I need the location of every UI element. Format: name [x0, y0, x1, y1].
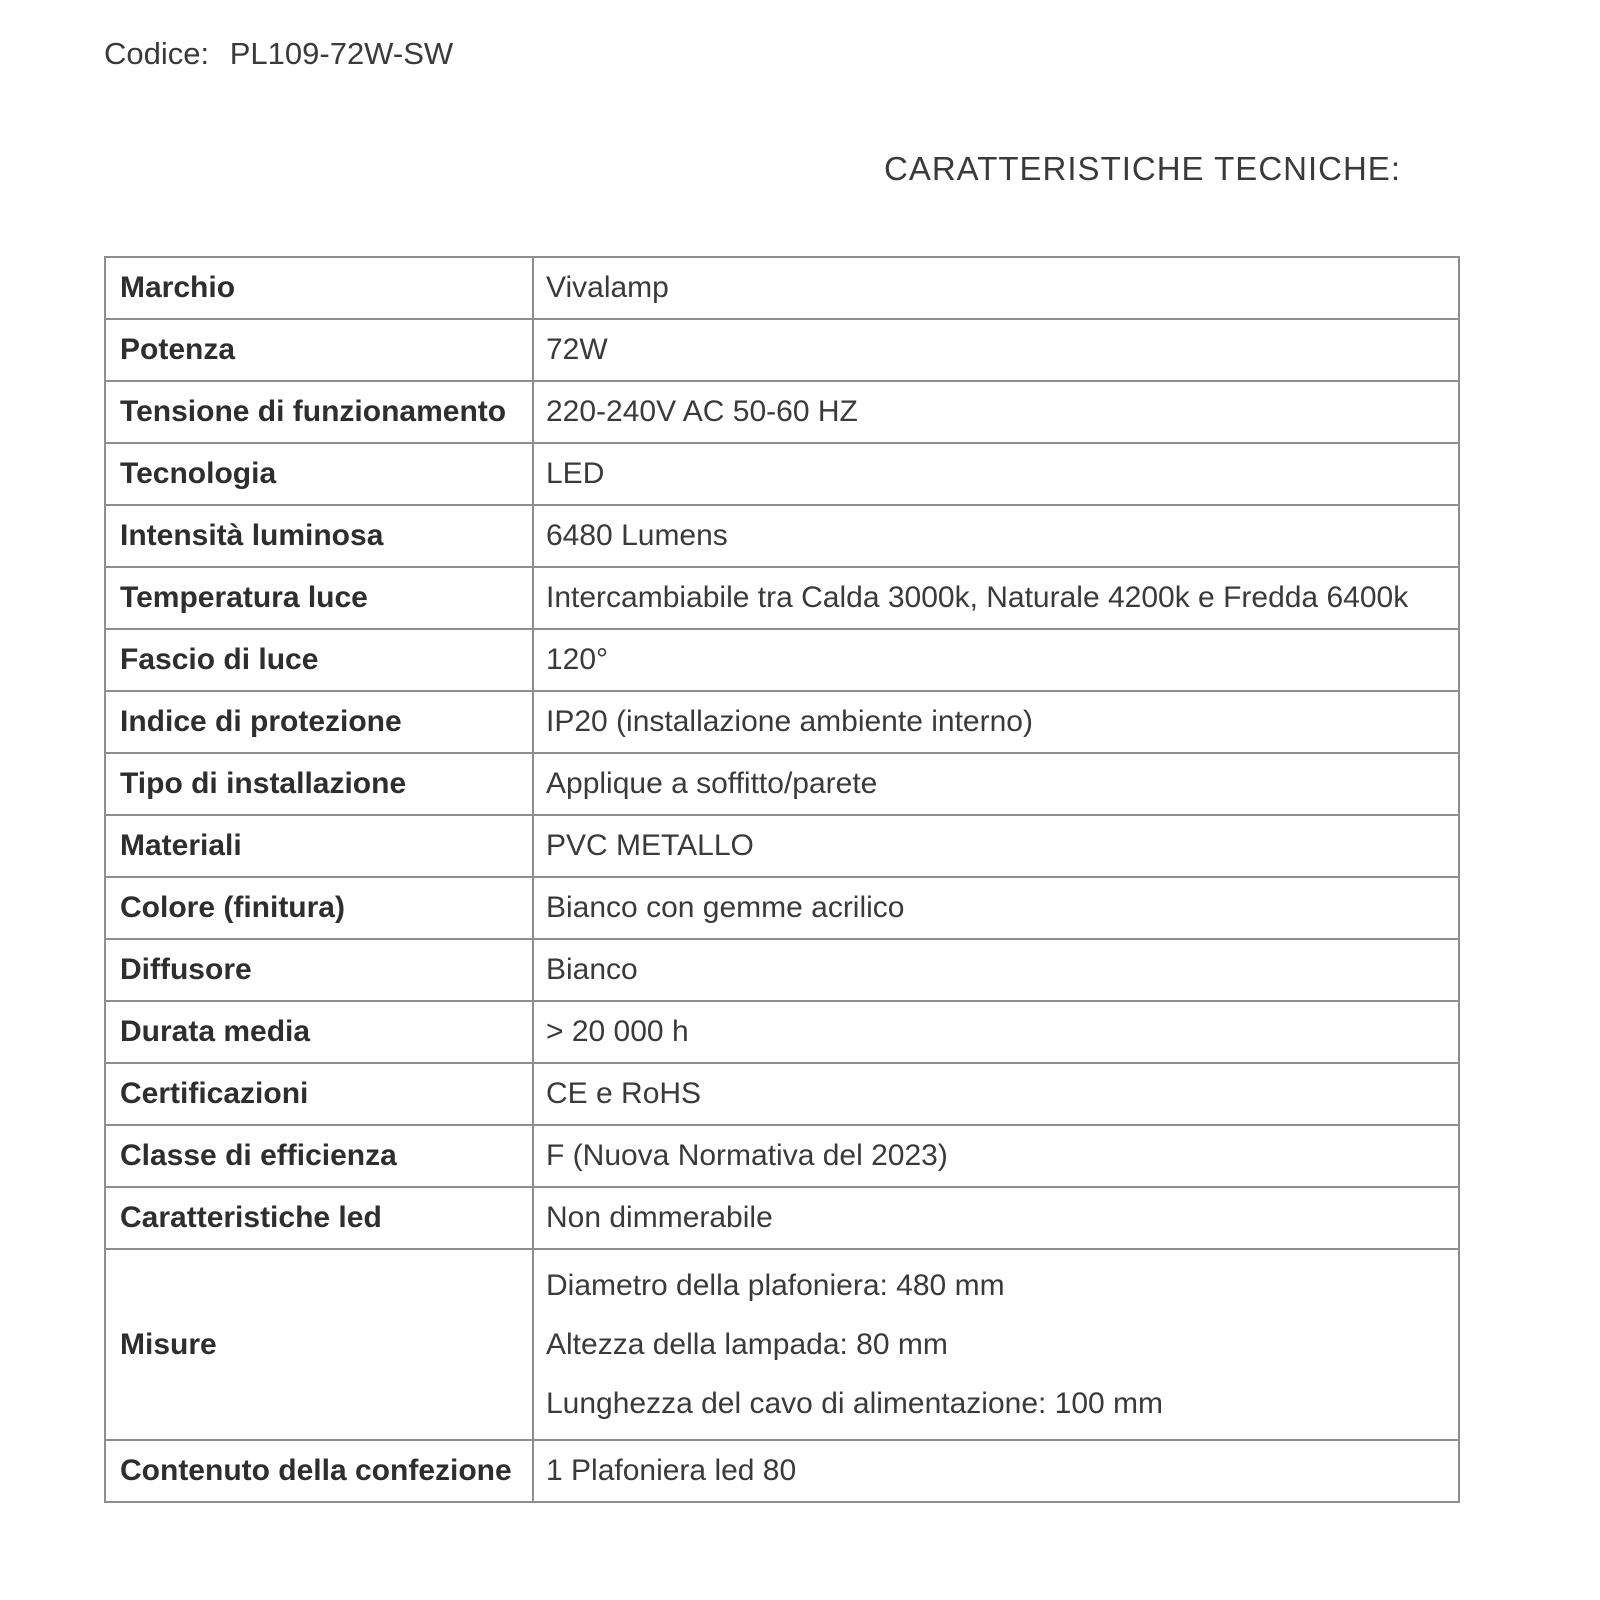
spec-value: Intercambiabile tra Calda 3000k, Naturale 4200k e Fredda 6400k	[533, 567, 1459, 629]
spec-value: LED	[533, 443, 1459, 505]
spec-label: Diffusore	[105, 939, 533, 1001]
spec-label: Tipo di installazione	[105, 753, 533, 815]
table-row	[105, 381, 1459, 443]
spec-label: Tensione di funzionamento	[105, 381, 533, 443]
spec-label: Classe di efficienza	[105, 1125, 533, 1187]
spec-label: Indice di protezione	[105, 691, 533, 753]
section-title: CARATTERISTICHE TECNICHE:	[884, 150, 1401, 187]
misure-height: Altezza della lampada: 80 mm	[546, 1328, 948, 1361]
misure-label: Misure	[105, 1249, 533, 1440]
table-row	[105, 443, 1459, 505]
table-row	[105, 815, 1459, 877]
contenuto-label: Contenuto della confezione	[105, 1440, 533, 1502]
spec-value: Bianco	[533, 939, 1459, 1001]
table-row	[105, 1063, 1459, 1125]
spec-label: Fascio di luce	[105, 629, 533, 691]
spec-label: Materiali	[105, 815, 533, 877]
spec-label: Caratteristiche led	[105, 1187, 533, 1249]
spec-label: Temperatura luce	[105, 567, 533, 629]
spec-value: Applique a soffitto/parete	[533, 753, 1459, 815]
product-code-value: PL109-72W-SW	[229, 36, 454, 71]
spec-label: Tecnologia	[105, 443, 533, 505]
specs-table-body	[105, 257, 1459, 1502]
table-row	[105, 1001, 1459, 1063]
spec-value: 120°	[533, 629, 1459, 691]
table-row	[105, 753, 1459, 815]
spec-label: Marchio	[105, 257, 533, 319]
table-row	[105, 1187, 1459, 1249]
table-row	[105, 629, 1459, 691]
spec-value: IP20 (installazione ambiente interno)	[533, 691, 1459, 753]
spec-label: Colore (finitura)	[105, 877, 533, 939]
specs-table	[104, 256, 1460, 1503]
table-row	[105, 877, 1459, 939]
spec-value: Vivalamp	[533, 257, 1459, 319]
table-row	[105, 257, 1459, 319]
spec-value: 6480 Lumens	[533, 505, 1459, 567]
product-code-label: Codice:	[104, 36, 210, 71]
misure-diameter: Diametro della plafoniera: 480 mm	[546, 1269, 1005, 1302]
spec-value: 220-240V AC 50-60 HZ	[533, 381, 1459, 443]
product-code	[104, 36, 453, 72]
spec-label: Intensità luminosa	[105, 505, 533, 567]
table-row	[105, 567, 1459, 629]
table-row	[105, 939, 1459, 1001]
table-row	[105, 1125, 1459, 1187]
misure-values	[533, 1249, 1459, 1440]
table-row	[105, 691, 1459, 753]
spec-value: PVC METALLO	[533, 815, 1459, 877]
spec-label: Potenza	[105, 319, 533, 381]
spec-label: Durata media	[105, 1001, 533, 1063]
contenuto-value: 1 Plafoniera led 80	[533, 1440, 1459, 1502]
table-row	[105, 505, 1459, 567]
spec-value: F (Nuova Normativa del 2023)	[533, 1125, 1459, 1187]
spec-value: 72W	[533, 319, 1459, 381]
table-row-contenuto	[105, 1440, 1459, 1502]
spec-value: Non dimmerabile	[533, 1187, 1459, 1249]
spec-value: > 20 000 h	[533, 1001, 1459, 1063]
misure-cable-length: Lunghezza del cavo di alimentazione: 100 mm	[546, 1387, 1164, 1420]
spec-value: CE e RoHS	[533, 1063, 1459, 1125]
table-row	[105, 319, 1459, 381]
spec-value: Bianco con gemme acrilico	[533, 877, 1459, 939]
table-row-misure	[105, 1249, 1459, 1440]
spec-label: Certificazioni	[105, 1063, 533, 1125]
